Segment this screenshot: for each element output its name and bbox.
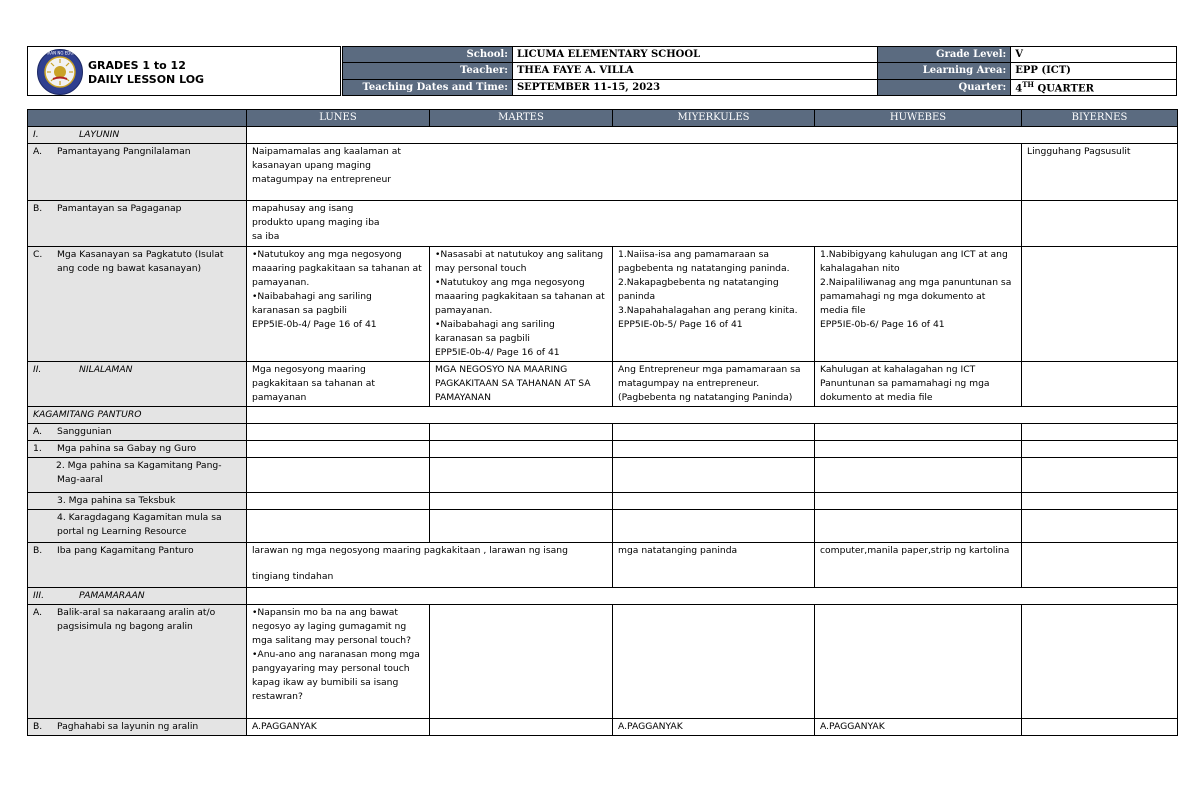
row-pamantayan-pagaganap [28,201,1178,247]
row-pang-mag-aaral [28,458,1178,493]
cell-biyernes [1022,543,1178,588]
day-martes: MARTES [430,110,613,127]
row-paghahabi [28,719,1178,736]
cell-lunes: A.PAGGANYAK [247,719,430,736]
cell-content: Naipamamalas ang kaalaman at kasanayan upang maging matagumpay na entrepreneur [247,144,1022,201]
teacher-value: THEA FAYE A. VILLA [512,63,877,79]
cell-biyernes [1022,719,1178,736]
row-sanggunian [28,424,1178,441]
cell-miyerkules: A.PAGGANYAK [613,719,815,736]
learning-area-value: EPP (ICT) [1011,63,1177,79]
row-label: B. Paghahabi sa layunin ng aralin [28,719,247,736]
cell-content: mapahusay ang isang produkto upang maging iba sa iba [247,201,1022,247]
row-label: C. Mga Kasanayan sa Pagkatuto (Isulat ang code ng bawat kasanayan) [28,247,247,362]
row-teksbuk [28,493,1178,510]
cell-miyerkules: Ang Entrepreneur mga pamamaraan sa matagumpay na entrepreneur. (Pagbebenta ng natatanging Paninda) [613,362,815,407]
row-span-cell [247,127,1178,144]
row-kagamitang-panturo [28,407,1178,424]
row-label: KAGAMITANG PANTURO [28,407,247,424]
grade-level-value: V [1011,47,1177,63]
row-label: III. PAMAMARAAN [28,588,247,605]
day-miyerkules: MIYERKULES [613,110,815,127]
row-karagdagang-kagamitan [28,510,1178,543]
deped-seal-icon [30,48,90,96]
school-info-table [342,46,1177,96]
cell-lunes-martes: larawan ng mga negosyong maaring pagkakitaan , larawan ng isang tingiang tindahan [247,543,613,588]
row-nilalaman [28,362,1178,407]
document-header [27,46,1177,98]
cell-biyernes [1022,362,1178,407]
day-header-row [28,110,1178,127]
cell-martes [430,719,613,736]
learning-area-label: Learning Area: [878,63,1011,79]
title-daily-lesson-log: DAILY LESSON LOG [88,73,205,86]
grade-level-label: Grade Level: [878,47,1011,63]
row-label: A. Sanggunian [28,424,247,441]
day-huwebes: HUWEBES [815,110,1022,127]
teaching-dates-label: Teaching Dates and Time: [343,79,513,95]
row-balik-aral [28,605,1178,719]
row-label: B. Pamantayan sa Pagaganap [28,201,247,247]
teaching-dates-value: SEPTEMBER 11-15, 2023 [512,79,877,95]
cell-miyerkules: 1.Naiisa-isa ang pamamaraan sa pagbebenta ng natatanging paninda. 2.Nakapagbebenta ng natatanging paninda 3.Napahahalagahan ang perang kinita. EPP5IE-0b-5/ Page 16 of 41 [613,247,815,362]
row-label: I. LAYUNIN [28,127,247,144]
cell-lunes: •Natutukoy ang mga negosyong maaaring pagkakitaan sa tahanan at pamayanan. •Naibabahagi ang sariling karanasan sa pagbili EPP5IE-0b-4/ Page 16 of 41 [247,247,430,362]
day-lunes: LUNES [247,110,430,127]
row-label: 2. Mga pahina sa Kagamitang Pang-Mag-aaral [28,458,247,493]
cell-huwebes: computer,manila paper,strip ng kartolina [815,543,1022,588]
cell-biyernes [1022,201,1178,247]
row-span-cell [247,588,1178,605]
row-span-cell [247,407,1178,424]
school-value: LICUMA ELEMENTARY SCHOOL [512,47,877,63]
cell-huwebes: 1.Nabibigyang kahulugan ang ICT at ang kahalagahan nito 2.Naipaliliwanag ang mga panuntunan sa pamamahagi ng mga dokumento at media file EPP5IE-0b-6/ Page 16 of 41 [815,247,1022,362]
school-label: School: [343,47,513,63]
row-label: A. Pamantayang Pangnilalaman [28,144,247,201]
row-layunin [28,127,1178,144]
title-box [27,46,341,96]
quarter-label: Quarter: [878,79,1011,95]
row-kasanayan [28,247,1178,362]
day-biyernes: BIYERNES [1022,110,1178,127]
lesson-table [27,109,1178,736]
row-iba-pang-kagamitan [28,543,1178,588]
cell-huwebes: A.PAGGANYAK [815,719,1022,736]
row-label: 1. Mga pahina sa Gabay ng Guro [28,441,247,458]
cell-lunes: •Napansin mo ba na ang bawat negosyo ay laging gumagamit ng mga salitang may personal touch? •Anu-ano ang naranasan mong mga pangyayaring may personal touch kapag ikaw ay bumibili sa isang restawran? [247,605,430,719]
cell-miyerkules: mga natatanging paninda [613,543,815,588]
row-label: 4. Karagdagang Kagamitan mula sa portal ng Learning Resource [28,510,247,543]
row-gabay-ng-guro [28,441,1178,458]
row-label: 3. Mga pahina sa Teksbuk [28,493,247,510]
cell-martes: MGA NEGOSYO NA MAARING PAGKAKITAAN SA TAHANAN AT SA PAMAYANAN [430,362,613,407]
cell-biyernes: Lingguhang Pagsusulit [1022,144,1178,201]
teacher-label: Teacher: [343,63,513,79]
cell-biyernes [1022,247,1178,362]
title-grades: GRADES 1 to 12 [88,59,186,72]
row-label: B. Iba pang Kagamitang Panturo [28,543,247,588]
seal-text: KAGAWARAN NG EDUKASYON [30,50,90,56]
row-label: A. Balik-aral sa nakaraang aralin at/o pagsisimula ng bagong aralin [28,605,247,719]
row-pamamaraan [28,588,1178,605]
cell-huwebes: Kahulugan at kahalagahan ng ICT Panuntunan sa pamamahagi ng mga dokumento at media file [815,362,1022,407]
cell-lunes: Mga negosyong maaring pagkakitaan sa tahanan at pamayanan [247,362,430,407]
row-label: II. NILALAMAN [28,362,247,407]
quarter-value: 4TH QUARTER [1011,79,1177,95]
day-header-blank [28,110,247,127]
cell-martes: •Nasasabi at natutukoy ang salitang may personal touch •Natutukoy ang mga negosyong maaaring pagkakitaan sa tahanan at pamayanan. •Naibabahagi ang sariling karanasan sa pagbili EPP5IE-0b-4/ Page 16 of 41 [430,247,613,362]
row-pamantayang-pangnilalaman [28,144,1178,201]
